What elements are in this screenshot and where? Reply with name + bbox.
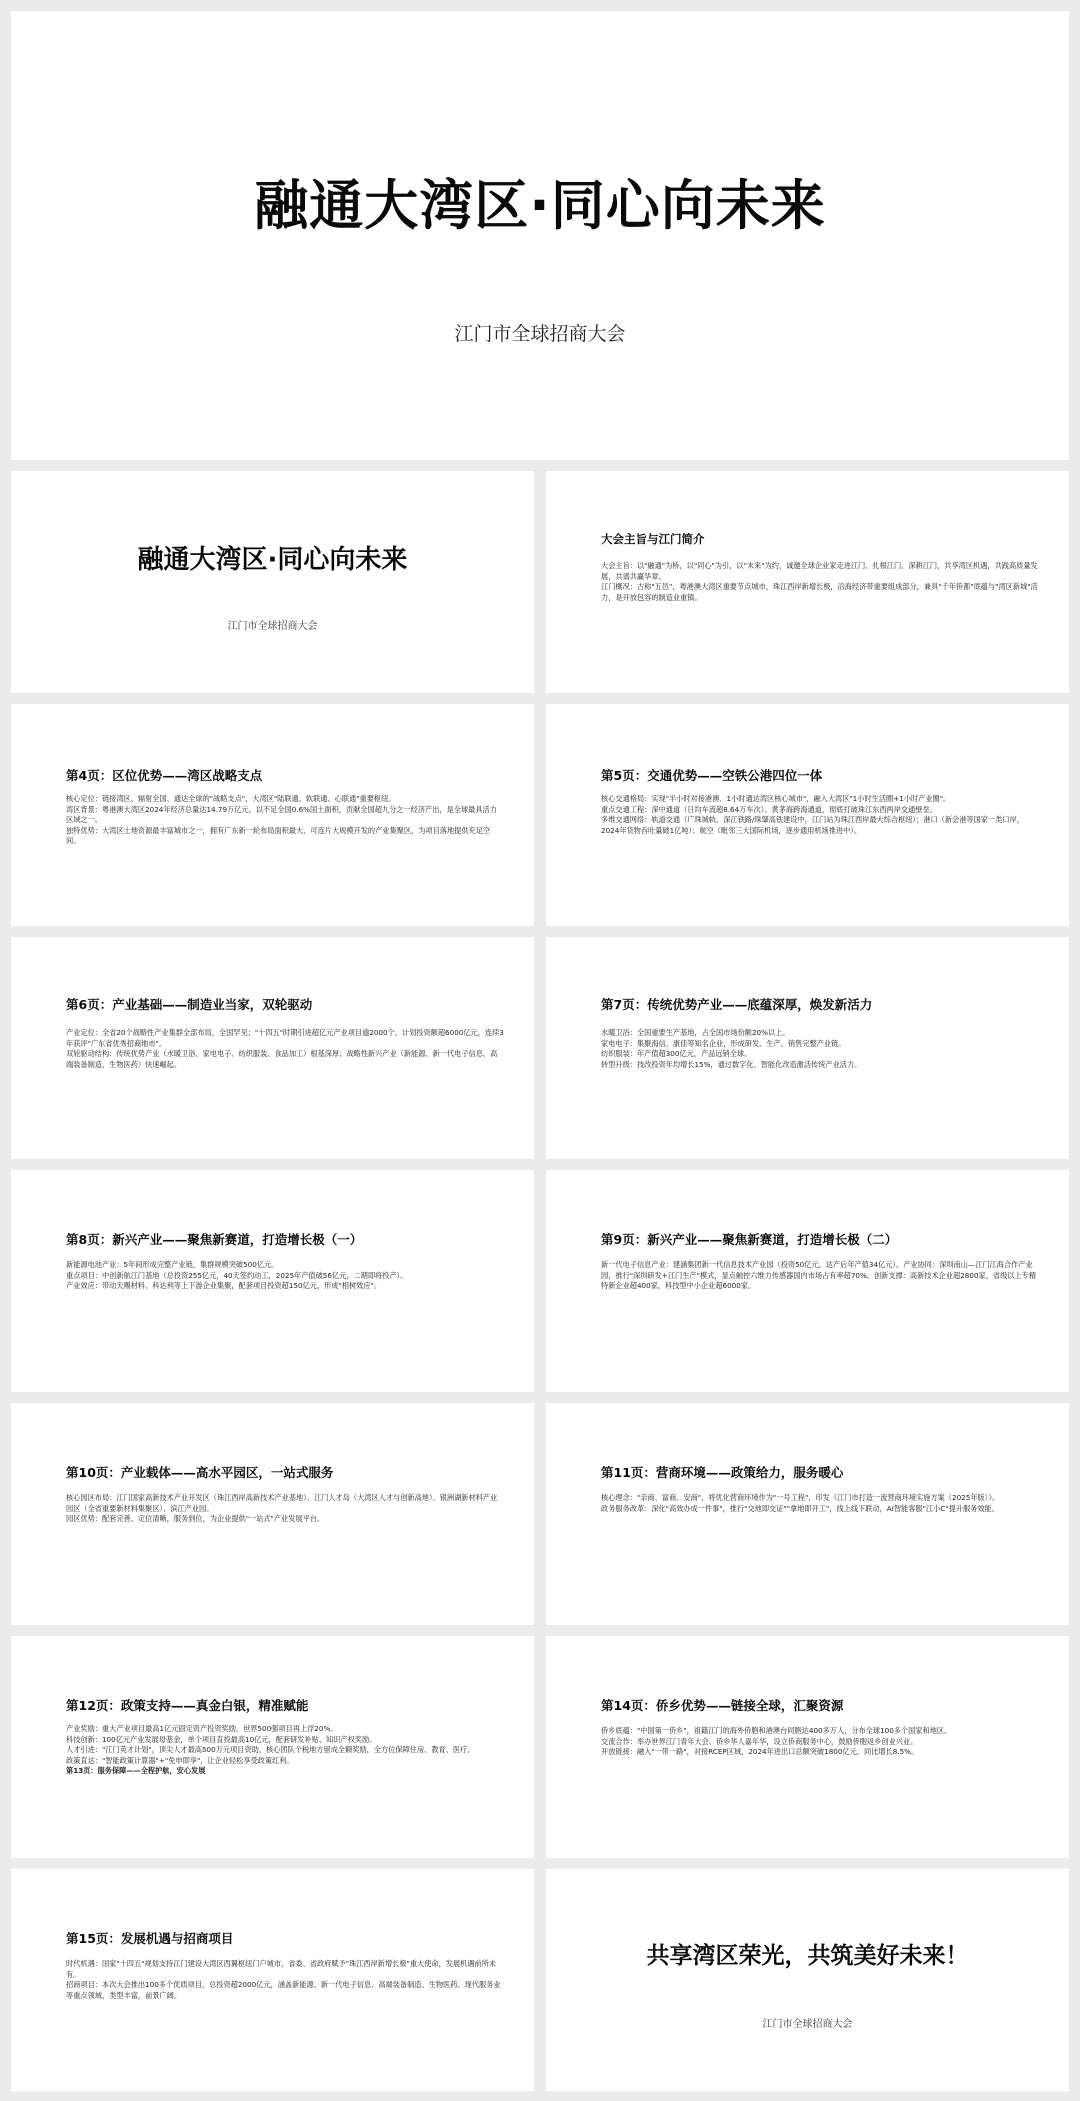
body-line: 招商项目：本次大会推出100多个优质项目，总投资超2000亿元，涵盖新能源、新一代电子信息、高端装备制造、生物医药、现代服务业等重点领域，类型丰富，前景广阔。 — [66, 1980, 501, 2000]
slide-body — [66, 1959, 504, 2001]
body-line: 多维交通网络：轨道交通（广珠城轨、深江铁路/珠肇高铁建设中，江门站为珠江西岸最大综合枢纽）；港口（新会港等国家一类口岸，2024年货物吞吐量破1亿吨）；航空（毗邻三大国际机场，逐步通用机场推进中）。 — [601, 815, 1024, 835]
slide-heading: 第11页：营商环境——政策给力，服务暖心 — [601, 1465, 844, 1480]
body-line: 重点项目：中创新航江门基地（总投资255亿元，40天签约动工，2025年产值破56亿元，二期即将投产）。 — [66, 1270, 408, 1280]
body-line: 核心理念："亲商、富商、安商"，将优化营商环境作为"一号工程"，印发《江门市打造一流营商环境实施方案（2025年版）》。 — [601, 1493, 1000, 1502]
body-line: 科技创新：100亿元产业发展母基金，单个项目直投最高10亿元，配套研发补贴、知识产权奖励。 — [66, 1734, 377, 1744]
slide-body — [601, 1726, 1039, 1758]
slide-body — [601, 1028, 1039, 1070]
slide-heading: 第10页：产业载体——高水平园区，一站式服务 — [66, 1465, 334, 1480]
body-line: 核心园区布局：江门国家高新技术产业开发区（珠江西岸高新技术产业基地）、江门人才岛（大湾区人才与创新高地）、银洲湖新材料产业园区（全省重要新材料集聚区）、滨江产业园。 — [66, 1493, 498, 1513]
slide-title-card — [11, 471, 534, 693]
slide-heading: 第4页：区位优势——湾区战略支点 — [66, 768, 263, 783]
slide-5 — [546, 704, 1069, 926]
body-line: 政策直达："智能政策计算器"+"免申即享"，让企业轻松享受政策红利。 — [66, 1755, 294, 1765]
body-line: 产业定位：全省20个战略性产业集群全部布局，全国罕见；"十四五"时期引进超亿元产业项目逾2000个，计划投资额超6000亿元，连续3年获评"广东省优秀招商地市"。 — [66, 1028, 504, 1048]
slide-heading: 第14页：侨乡优势——链接全球，汇聚资源 — [601, 1698, 844, 1713]
slide-intro — [546, 471, 1069, 693]
closing-subtitle: 江门市全球招商大会 — [762, 2019, 853, 2030]
slide-body — [66, 1260, 504, 1292]
body-line: 重点交通工程：深中通道（日均车流超8.64万车次）、黄茅海跨海通道，彻底打破珠江东西两岸交通壁垒。 — [601, 804, 937, 814]
slide-subtitle: 江门市全球招商大会 — [227, 621, 318, 632]
slide-body — [66, 794, 504, 847]
body-line: 产业奖励：重大产业项目最高1亿元固定资产投资奖励，世界500强项目再上浮20%。 — [66, 1724, 338, 1733]
slide-body — [66, 1724, 504, 1777]
slide-title: 融通大湾区·同心向未来 — [137, 545, 408, 575]
body-line: 新一代电子信息产业：建涵集团新一代信息技术产业园（投资50亿元，达产后年产值34亿元）。产业协同：深圳南山—江门江海合作产业园，推行"深圳研发+江门生产"模式，显点触控六维力传感器国内市场占有率超70%。创新支撑：高新技术企业超2800家，省级以上专精特新企业超400家，科技型中小企业超6000家。 — [601, 1260, 1037, 1290]
body-line-bold: 第13页：服务保障——全程护航，安心发展 — [66, 1766, 206, 1775]
cover-subtitle: 江门市全球招商大会 — [454, 323, 626, 345]
slide-14 — [546, 1636, 1069, 1858]
body-line: 双轮驱动结构：传统优势产业（水暖卫浴、家电电子、纺织服装、食品加工）根基深厚；战略性新兴产业（新能源、新一代电子信息、高端装备制造、生物医药）快速崛起。 — [66, 1049, 498, 1069]
slide-12 — [11, 1636, 534, 1858]
body-line: 人才引进："江门英才计划"，顶尖人才最高500万元项目资助，核心团队个税地方留成全额奖励，全方位保障住房、教育、医疗。 — [66, 1745, 475, 1754]
slide-8 — [11, 1170, 534, 1392]
body-line: 产业效应：带动天赐材料、科达利等上下游企业集聚，配套项目投资超150亿元，形成"相树效应"。 — [66, 1281, 382, 1290]
slide-15 — [11, 1869, 534, 2091]
slide-heading: 大会主旨与江门简介 — [601, 532, 705, 546]
slide-9 — [546, 1170, 1069, 1392]
slide-body — [66, 1493, 504, 1525]
body-line: 大会主旨：以"融通"为桥，以"同心"为引，以"未来"为约，诚邀全球企业家走进江门、扎根江门、深耕江门，共享湾区机遇，共践高质量发展，共谱共赢华章。 — [601, 561, 1038, 581]
slide-body — [601, 1260, 1039, 1292]
body-line: 交流合作：举办世界江门青年大会、侨乡华人嘉年华，设立侨商服务中心，鼓励侨胞返乡创业兴业。 — [601, 1736, 918, 1746]
body-line: 江门概况：古称"五邑"，粤港澳大湾区重要节点城市，珠江西岸新增长极，沿海经济带重要组成部分，兼具"千年侨都"底蕴与"湾区新城"活力，是开放包容的制造业重镇。 — [601, 582, 1038, 602]
body-line: 纺织服装：年产值超300亿元，产品远销全球。 — [601, 1049, 752, 1058]
body-line: 转型升级：技改投资年均增长15%，通过数字化、智能化改造激活传统产业活力。 — [601, 1059, 862, 1069]
body-line: 时代机遇：国家"十四五"规划支持江门建设大湾区西翼枢纽门户城市，省委、省政府赋予"珠江西岸新增长极"重大使命，发展机遇前所未有。 — [66, 1959, 497, 1979]
slide-7 — [546, 937, 1069, 1159]
closing-title: 共享湾区荣光，共筑美好未来！ — [646, 1943, 969, 1969]
slide-heading: 第5页：交通优势——空铁公港四位一体 — [601, 768, 823, 783]
slide-heading: 第9页：新兴产业——聚焦新赛道，打造增长极（二） — [601, 1232, 898, 1247]
body-line: 家电电子：集聚海信、康佳等知名企业，形成研发、生产、销售完整产业链。 — [601, 1038, 846, 1048]
slide-body — [601, 1493, 1039, 1514]
slide-end — [546, 1869, 1069, 2091]
body-line: 湾区背景：粤港澳大湾区2024年经济总量达14.79万亿元，以不足全国0.6%国土面积，贡献全国超九分之一经济产出，是全球最具活力区域之一。 — [66, 804, 497, 824]
cover-slide — [11, 11, 1069, 460]
body-line: 独特优势：大湾区土地资源最丰富城市之一，拥有广东新一轮布局面积最大、可连片大规模开发的产业集聚区，为项目落地提供充足空间。 — [66, 825, 491, 845]
body-line: 核心交通格局：实现"半小时对接港澳、1小时通达湾区核心城市"，融入大湾区"1小时生活圈+1小时产业圈"。 — [601, 794, 951, 803]
slide-heading: 第8页：新兴产业——聚焦新赛道，打造增长极（一） — [66, 1232, 363, 1247]
body-line: 新能源电池产业：5年间形成完整产业链，集群规模突破500亿元。 — [66, 1260, 279, 1269]
slide-6 — [11, 937, 534, 1159]
slide-body — [601, 794, 1039, 836]
body-line: 开放链接：融入"一带一路"，对接RCEP区域，2024年进出口总额突破1800亿元，同比增长8.5%。 — [601, 1747, 919, 1756]
slide-heading: 第6页：产业基础——制造业当家，双轮驱动 — [66, 997, 313, 1012]
slide-body — [66, 1028, 504, 1070]
slide-11 — [546, 1403, 1069, 1625]
body-line: 侨乡底蕴："中国第一侨乡"，祖籍江门的海外侨胞和港澳台同胞达400多万人，分布全球100多个国家和地区。 — [601, 1726, 952, 1735]
slide-4 — [11, 704, 534, 926]
slide-heading: 第12页：政策支持——真金白银，精准赋能 — [66, 1698, 309, 1713]
body-line: 政务服务改革：深化"高效办成一件事"，推行"交地即交证""拿地即开工"，线上线下联动，AI智能客服"江小C"提升服务效能。 — [601, 1503, 999, 1513]
cover-title: 融通大湾区·同心向未来 — [254, 174, 826, 237]
body-line: 水暖卫浴：全国重要生产基地，占全国市场份额20%以上。 — [601, 1028, 790, 1037]
slide-heading: 第7页：传统优势产业——底蕴深厚，焕发新活力 — [601, 997, 873, 1012]
body-line: 园区优势：配套完善、定位清晰，服务到位，为企业提供"一站式"产业发展平台。 — [66, 1514, 325, 1523]
slide-10 — [11, 1403, 534, 1625]
body-line: 核心定位：链接湾区、辐射全国、通达全球的"战略支点"，大湾区"陆联通、软联通、心联通"重要枢纽。 — [66, 794, 396, 803]
slide-body — [601, 561, 1039, 603]
slide-heading: 第15页：发展机遇与招商项目 — [66, 1931, 234, 1946]
